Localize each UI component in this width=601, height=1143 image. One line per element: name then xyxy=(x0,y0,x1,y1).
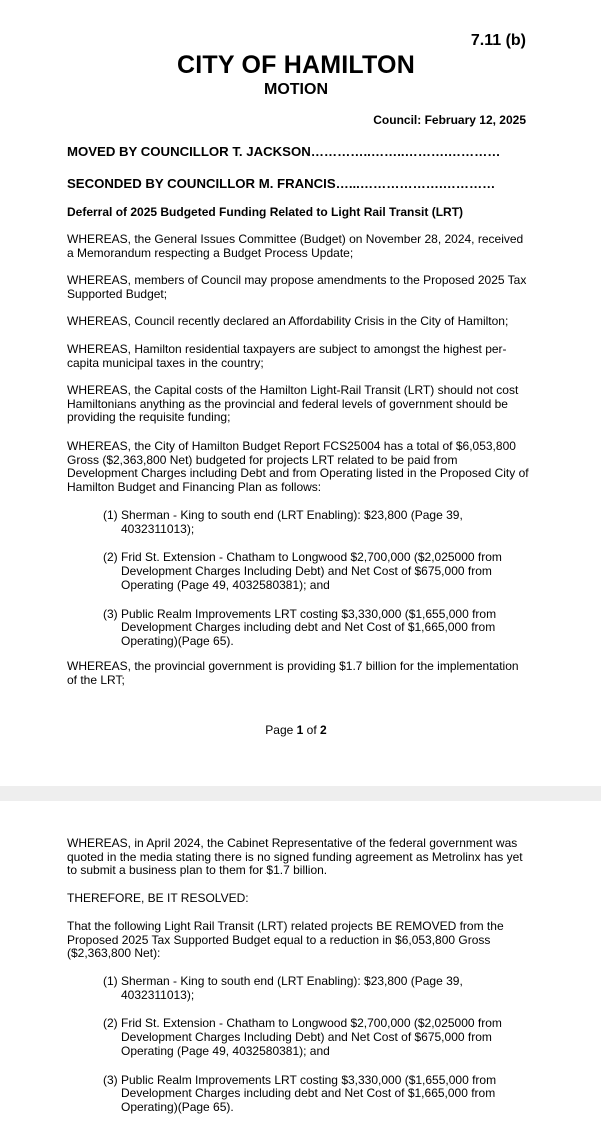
list-item-text: Frid St. Extension - Chatham to Longwood $2,700,000 ($2,025000 from Development Charges Including Debt) and Net Cost of $675,000 from Operating (Page 49, 4032580381); and xyxy=(121,1016,502,1058)
city-title: CITY OF HAMILTON xyxy=(177,51,415,79)
list-item xyxy=(103,509,513,536)
moved-by-line: MOVED BY COUNCILLOR T. JACKSON…………..……..……….………… xyxy=(67,144,501,159)
list-item-text: Public Realm Improvements LRT costing $3,330,000 ($1,655,000 from Development Charges including debt and Net Cost of $1,665,000 from Operating)(Page 65). xyxy=(121,606,497,648)
whereas-paragraph: WHEREAS, members of Council may propose amendments to the Proposed 2025 Tax Supported Budget; xyxy=(67,273,527,301)
list-item xyxy=(103,975,513,1002)
list-item-number: (3) xyxy=(103,606,118,621)
agenda-item-number: 7.11 (b) xyxy=(470,32,526,49)
resolution-paragraph: That the following Light Rail Transit (LRT) related projects BE REMOVED from the Proposed 2025 Tax Supported Budget equal to a reduction in $6,053,800 Gross ($2,363,800 Net): xyxy=(67,919,504,961)
whereas-paragraph: WHEREAS, the Capital costs of the Hamilton Light-Rail Transit (LRT) should not cost Hamiltonians anything as the provincial and federal levels of government should be providing the requisite funding; xyxy=(67,383,519,425)
list-item-text: Sherman - King to south end (LRT Enabling): $23,800 (Page 39, 4032311013); xyxy=(121,508,463,536)
list-item-text: Sherman - King to south end (LRT Enabling): $23,800 (Page 39, 4032311013); xyxy=(121,974,463,1002)
page-number-separator: of xyxy=(303,723,321,737)
whereas-paragraph: WHEREAS, the City of Hamilton Budget Report FCS25004 has a total of $6,053,800 Gross ($2,363,800 Net) budgeted for projects LRT related to be paid from Development Charges including Debt and from Operating listed in the Proposed City of Hamilton Budget and Financing Plan as follows: xyxy=(67,439,529,495)
page-number-footer xyxy=(0,723,592,737)
list-item xyxy=(103,608,513,649)
list-item-text: Frid St. Extension - Chatham to Longwood $2,700,000 ($2,025000 from Development Charges Including Debt) and Net Cost of $675,000 from Operating (Page 49, 4032580381); and xyxy=(121,550,502,592)
council-date: Council: February 12, 2025 xyxy=(373,113,526,127)
project-list xyxy=(103,975,513,1115)
list-item-text: Public Realm Improvements LRT costing $3,330,000 ($1,655,000 from Development Charges including debt and Net Cost of $1,665,000 from Operating)(Page 65). xyxy=(121,1072,497,1114)
whereas-paragraph: WHEREAS, the General Issues Committee (Budget) on November 28, 2024, received a Memorandum respecting a Budget Process Update; xyxy=(67,232,524,260)
list-item xyxy=(103,551,513,592)
whereas-paragraph: WHEREAS, in April 2024, the Cabinet Representative of the federal government was quoted in the media stating there is no signed funding agreement as Metrolinx has yet to submit a business plan to them for $1.7 billion. xyxy=(67,836,523,878)
page-number-current: 1 xyxy=(296,723,304,737)
document-page-2 xyxy=(0,801,601,1143)
document-type: MOTION xyxy=(264,81,328,98)
seconded-by-line: SECONDED BY COUNCILLOR M. FRANCIS…...……………….………… xyxy=(67,176,496,191)
project-list xyxy=(103,509,513,649)
resolution-heading: THEREFORE, BE IT RESOLVED: xyxy=(67,891,249,905)
page-separator xyxy=(0,786,601,801)
page-number-total: 2 xyxy=(320,723,327,737)
motion-title: Deferral of 2025 Budgeted Funding Related to Light Rail Transit (LRT) xyxy=(67,205,464,219)
list-item-number: (1) xyxy=(103,508,118,522)
page-number-prefix: Page xyxy=(265,723,297,737)
whereas-paragraph: WHEREAS, Hamilton residential taxpayers are subject to amongst the highest per-capita municipal taxes in the country; xyxy=(67,342,507,370)
list-item-number: (1) xyxy=(103,974,118,988)
whereas-paragraph: WHEREAS, Council recently declared an Affordability Crisis in the City of Hamilton; xyxy=(67,314,509,328)
list-item-number: (3) xyxy=(103,1072,118,1087)
list-item-number: (2) xyxy=(103,1016,118,1031)
whereas-paragraph: WHEREAS, the provincial government is providing $1.7 billion for the implementation of the LRT; xyxy=(67,659,519,687)
list-item xyxy=(103,1017,513,1058)
list-item xyxy=(103,1074,513,1115)
list-item-number: (2) xyxy=(103,550,118,565)
